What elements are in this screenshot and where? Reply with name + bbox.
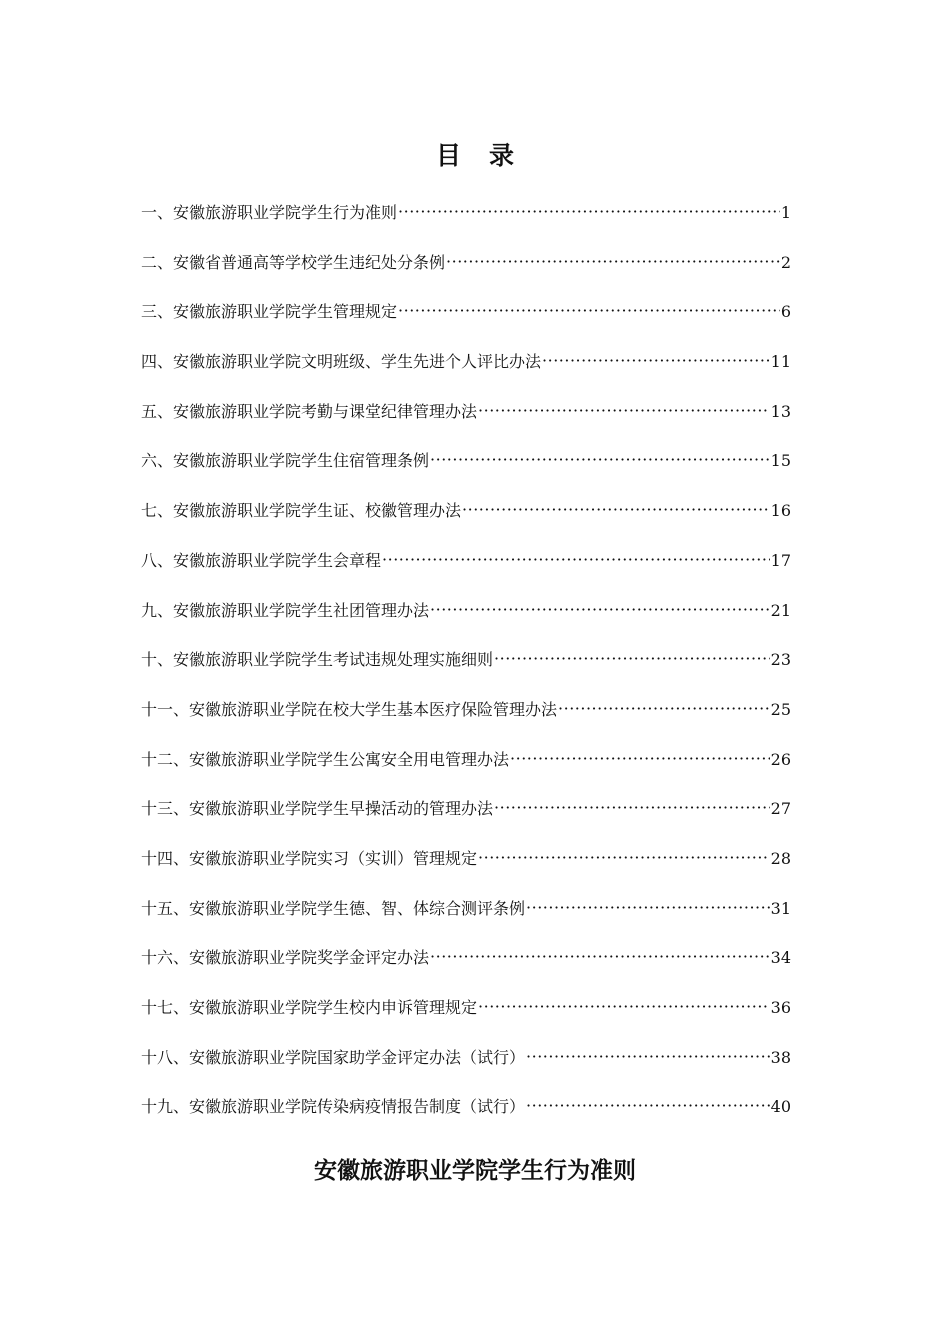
- toc-entry-title: 十九、安徽旅游职业学院传染病疫情报告制度（试行）: [141, 1097, 526, 1117]
- toc-dot-leader: [494, 794, 770, 823]
- toc-page-number: 31: [770, 898, 791, 918]
- toc-dot-leader: [558, 695, 770, 724]
- toc-entry[interactable]: [141, 347, 791, 397]
- toc-page-number: 28: [770, 848, 791, 868]
- toc-entry[interactable]: [141, 397, 791, 447]
- toc-entry[interactable]: [141, 1043, 791, 1093]
- toc-page-number: 11: [770, 352, 791, 372]
- toc-entry[interactable]: [141, 695, 791, 745]
- toc-entry[interactable]: [141, 993, 791, 1043]
- toc-entry[interactable]: [141, 745, 791, 795]
- toc-entry[interactable]: [141, 894, 791, 944]
- toc-entry[interactable]: [141, 943, 791, 993]
- toc-entry-title: 九、安徽旅游职业学院学生社团管理办法: [141, 600, 430, 620]
- toc-page-number: 27: [770, 799, 791, 819]
- toc-page-number: 38: [770, 1047, 791, 1067]
- toc-entry-title: 十六、安徽旅游职业学院奖学金评定办法: [141, 948, 430, 968]
- toc-page-number: 34: [770, 948, 791, 968]
- toc-entry[interactable]: [141, 446, 791, 496]
- toc-page-number: 16: [770, 501, 791, 521]
- toc-page-number: 15: [770, 451, 791, 471]
- toc-entry-title: 六、安徽旅游职业学院学生住宿管理条例: [141, 451, 430, 471]
- toc-dot-leader: [478, 397, 770, 426]
- toc-entry-title: 十三、安徽旅游职业学院学生早操活动的管理办法: [141, 799, 494, 819]
- toc-entry-title: 一、安徽旅游职业学院学生行为准则: [141, 203, 398, 222]
- toc-entry-title: 二、安徽省普通高等学校学生违纪处分条例: [141, 252, 446, 272]
- toc-page-number: 23: [770, 650, 791, 670]
- toc-dot-leader: [478, 993, 770, 1022]
- toc-entry-title: 十一、安徽旅游职业学院在校大学生基本医疗保险管理办法: [141, 699, 558, 719]
- toc-title: [0, 136, 950, 172]
- toc-page-number: 13: [770, 401, 791, 421]
- toc-entry-title: 五、安徽旅游职业学院考勤与课堂纪律管理办法: [141, 401, 478, 421]
- toc-entry-title: 十八、安徽旅游职业学院国家助学金评定办法（试行）: [141, 1047, 526, 1067]
- toc-entry-title: 十二、安徽旅游职业学院学生公寓安全用电管理办法: [141, 749, 510, 769]
- toc-entry-title: 十五、安徽旅游职业学院学生德、智、体综合测评条例: [141, 898, 526, 918]
- toc-entry-title: 十四、安徽旅游职业学院实习（实训）管理规定: [141, 848, 478, 868]
- toc-dot-leader: [526, 1092, 770, 1121]
- toc-dot-leader: [526, 894, 770, 923]
- toc-page-number: 36: [770, 998, 791, 1017]
- toc-page-number: 21: [770, 600, 791, 620]
- toc-entry-title: 七、安徽旅游职业学院学生证、校徽管理办法: [141, 501, 462, 521]
- toc-entry[interactable]: [141, 297, 791, 347]
- toc-page-number: 26: [770, 749, 791, 769]
- toc-dot-leader: [446, 248, 780, 277]
- toc-dot-leader: [542, 347, 770, 376]
- toc-title-char: 录: [489, 141, 515, 170]
- toc-entry-title: 三、安徽旅游职业学院学生管理规定: [141, 302, 398, 322]
- toc-dot-leader: [430, 596, 770, 625]
- toc-page-number: 1: [780, 203, 791, 222]
- toc-entry[interactable]: [141, 645, 791, 695]
- toc-entry[interactable]: [141, 596, 791, 646]
- toc-dot-leader: [382, 546, 770, 575]
- toc-entry[interactable]: [141, 496, 791, 546]
- toc-entry-title: 八、安徽旅游职业学院学生会章程: [141, 550, 382, 570]
- table-of-contents: [141, 198, 791, 1142]
- toc-page-number: 40: [770, 1097, 791, 1117]
- toc-entry[interactable]: [141, 198, 791, 248]
- toc-title-char: 目: [435, 141, 461, 170]
- toc-page-number: 6: [780, 302, 791, 322]
- toc-entry[interactable]: [141, 794, 791, 844]
- toc-dot-leader: [494, 645, 770, 674]
- toc-dot-leader: [430, 943, 770, 972]
- toc-page-number: 25: [770, 699, 791, 719]
- toc-entry[interactable]: [141, 546, 791, 596]
- toc-dot-leader: [430, 446, 770, 475]
- toc-dot-leader: [478, 844, 770, 873]
- section-heading: 安徽旅游职业学院学生行为准则: [314, 1158, 636, 1184]
- toc-entry-title: 十七、安徽旅游职业学院学生校内申诉管理规定: [141, 998, 478, 1017]
- toc-dot-leader: [398, 198, 780, 227]
- toc-dot-leader: [526, 1043, 770, 1072]
- toc-dot-leader: [398, 297, 780, 326]
- toc-entry[interactable]: [141, 844, 791, 894]
- toc-entry[interactable]: [141, 1092, 791, 1142]
- toc-dot-leader: [462, 496, 770, 525]
- toc-entry-title: 十、安徽旅游职业学院学生考试违规处理实施细则: [141, 650, 494, 670]
- toc-entry-title: 四、安徽旅游职业学院文明班级、学生先进个人评比办法: [141, 352, 542, 372]
- toc-dot-leader: [510, 745, 770, 774]
- toc-page-number: 17: [770, 550, 791, 570]
- toc-entry[interactable]: [141, 248, 791, 298]
- toc-page-number: 2: [780, 252, 791, 272]
